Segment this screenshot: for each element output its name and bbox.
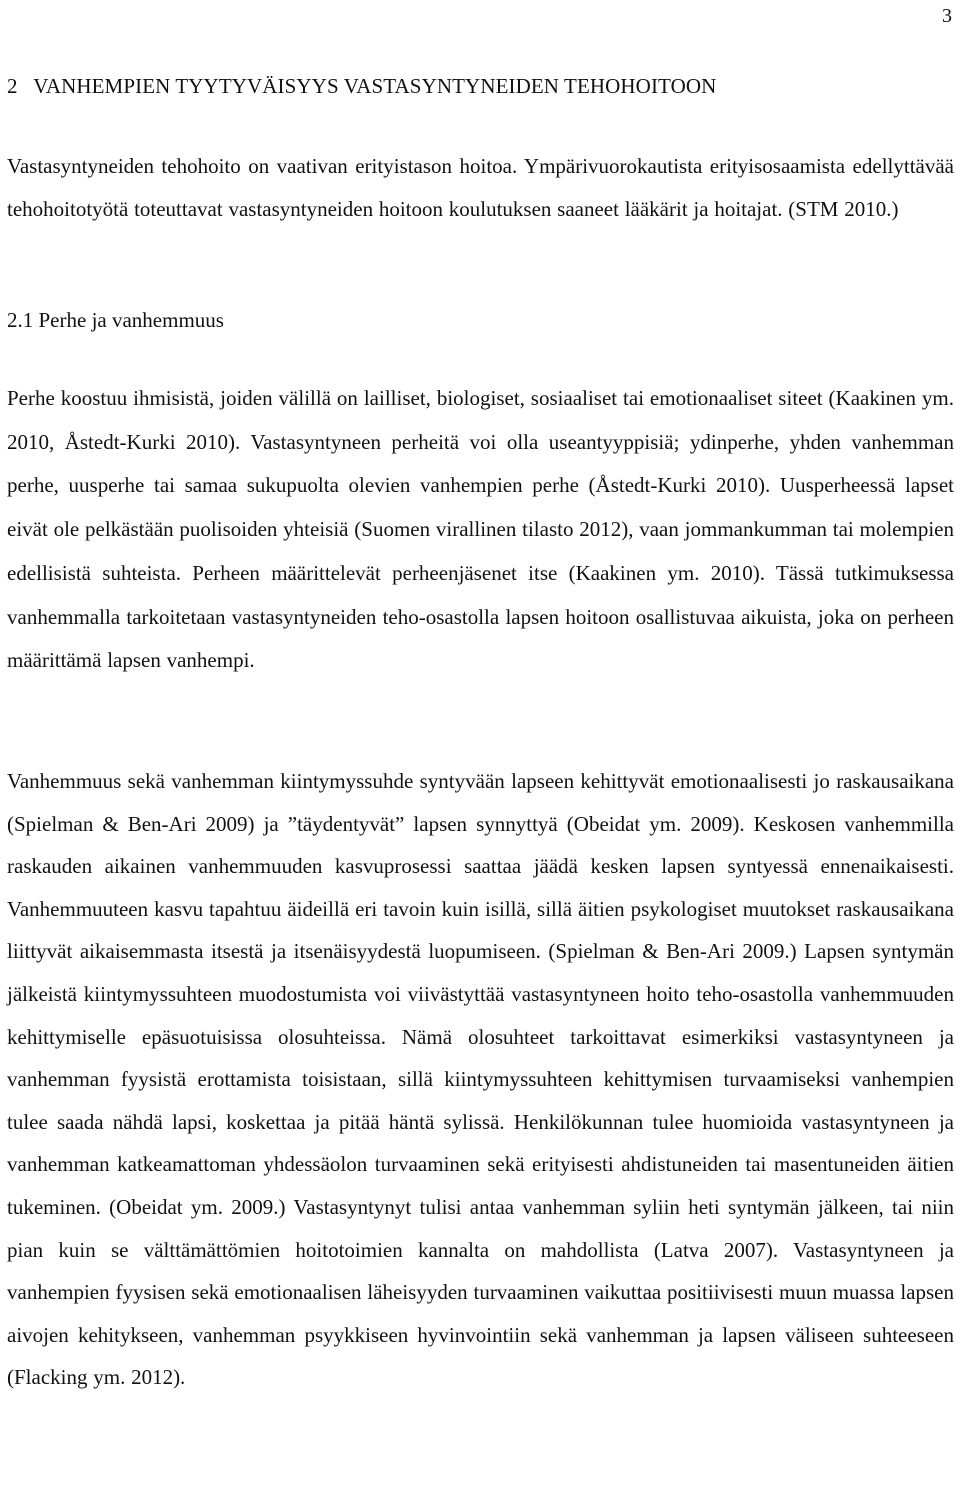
chapter-intro-paragraph: Vastasyntyneiden tehohoito on vaativan erityistason hoitoa. Ympärivuorokautista erityisosaamista edellyttävää tehohoitotyötä toteuttavat vastasyntyneiden hoitoon koulutuksen saaneet lääkärit ja hoitajat. (STM 2010.) xyxy=(7,154,954,221)
section-heading: 2.1 Perhe ja vanhemmuus xyxy=(7,308,224,332)
chapter-heading: 2 VANHEMPIEN TYYTYVÄISYYS VASTASYNTYNEIDEN TEHOHOITOON xyxy=(7,74,717,98)
family-definition-paragraph: Perhe koostuu ihmisistä, joiden välillä on lailliset, biologiset, sosiaaliset tai emotionaaliset siteet (Kaakinen ym. 2010, Åstedt-Kurki 2010). Vastasyntyneen perheitä voi olla useantyyppisiä; ydinperhe, yhden vanhemman perhe, uusperhe tai samaa sukupuolta olevien vanhempien perhe (Åstedt-Kurki 2010). Uusperheessä lapset eivät ole pelkästään puolisoiden yhteisiä (Suomen virallinen tilasto 2012), vaan jommankumman tai molempien edellisistä suhteista. Perheen määrittelevät perheenjäsenet itse (Kaakinen ym. 2010). Tässä tutkimuksessa vanhemmalla tarkoitetaan vastasyntyneiden teho-osastolla lapsen hoitoon osallistuvaa aikuista, joka on perheen määrittämä lapsen vanhempi. xyxy=(7,386,954,673)
page-number: 3 xyxy=(942,5,952,27)
parenthood-paragraph: Vanhemmuus sekä vanhemman kiintymyssuhde syntyvään lapseen kehittyvät emotionaalisesti jo raskausaikana (Spielman & Ben-Ari 2009) ja ”täydentyvät” lapsen synnyttyä (Obeidat ym. 2009). Keskosen vanhemmilla raskauden aikainen vanhemmuuden kasvuprosessi saattaa jäädä kesken lapsen syntyessä ennenaikaisesti. Vanhemmuuteen kasvu tapahtuu äideillä eri tavoin kuin isillä, sillä äitien psykologiset muutokset raskausaikana liittyvät aikaisemmasta itsestä ja itsenäisyydestä luopumiseen. (Spielman & Ben-Ari 2009.) Lapsen syntymän jälkeistä kiintymyssuhteen muodostumista voi viivästyttää vastasyntyneen hoito teho-osastolla vanhemmuuden kehittymiselle epäsuotuisissa olosuhteissa. Nämä olosuhteet tarkoittavat esimerkiksi vastasyntyneen ja vanhemman fyysistä erottamista toisistaan, sillä kiintymyssuhteen kehittymisen turvaamiseksi vanhempien tulee saada nähdä lapsi, koskettaa ja pitää häntä sylissä. Henkilökunnan tulee huomioida vastasyntyneen ja vanhemman katkeamattoman yhdessäolon turvaaminen sekä erityisesti ahdistuneiden tai masentuneiden äitien tukeminen. (Obeidat ym. 2009.) Vastasyntynyt tulisi antaa vanhemman syliin heti syntymän jälkeen, tai niin pian kuin se välttämättömien hoitotoimien kannalta on mahdollista (Latva 2007). Vastasyntyneen ja vanhempien fyysisen sekä emotionaalisen läheisyyden turvaaminen vaikuttaa positiivisesti muun muassa lapsen aivojen kehitykseen, vanhemman psyykkiseen hyvinvointiin sekä vanhemman ja lapsen väliseen suhteeseen (Flacking ym. 2012). xyxy=(7,769,954,1390)
